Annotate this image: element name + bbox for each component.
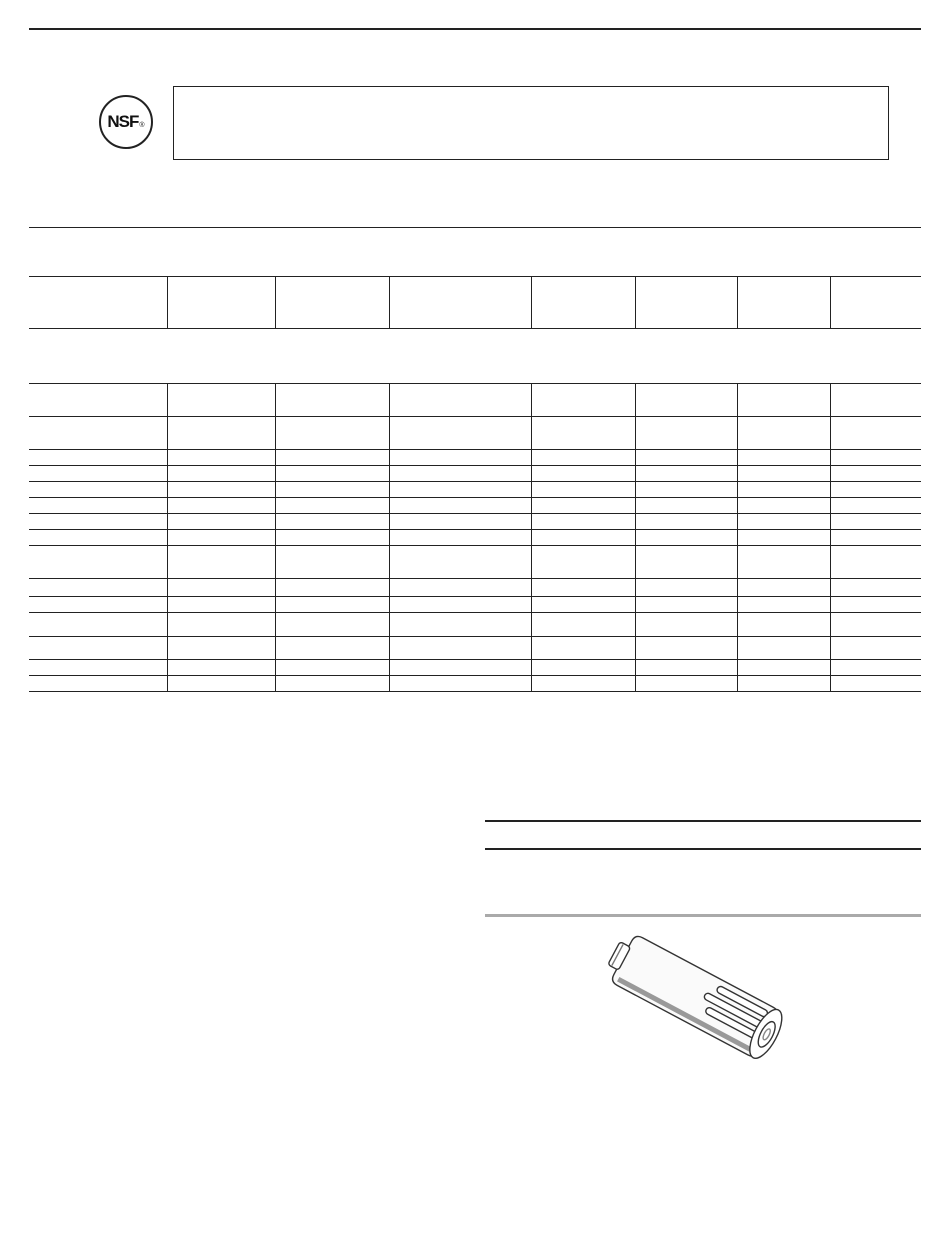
table-row [29, 514, 921, 530]
table-row [29, 597, 921, 613]
top-rule [29, 28, 921, 30]
replacement-section-heading [485, 826, 921, 844]
header-cell [635, 277, 737, 329]
header-cell [830, 277, 921, 329]
table-row [29, 417, 921, 450]
nsf-logo-text: NSF [107, 112, 139, 131]
replacement-section-body [485, 856, 921, 912]
table-section-label [29, 329, 921, 384]
replacement-section-heading-rule [485, 848, 921, 850]
table-row [29, 579, 921, 597]
header-cell [389, 277, 531, 329]
table-row [29, 676, 921, 692]
table-row [29, 482, 921, 498]
header-cell [275, 277, 389, 329]
header-cell [531, 277, 635, 329]
table-row [29, 637, 921, 660]
nsf-logo [99, 95, 153, 149]
table-row [29, 546, 921, 579]
header-cell [167, 277, 275, 329]
header-cell [29, 277, 167, 329]
certification-notice-box [173, 86, 889, 160]
nsf-logo-registered-mark: ® [139, 122, 145, 129]
table-row [29, 660, 921, 676]
table-section-rule [29, 227, 921, 228]
table-row [29, 613, 921, 637]
table-row [29, 450, 921, 466]
illustration-divider-rule [485, 914, 921, 917]
table-header-row [29, 277, 921, 329]
table-section-row [29, 329, 921, 384]
table-row [29, 384, 921, 417]
replacement-section-top-rule [485, 820, 921, 822]
table-row [29, 498, 921, 514]
header-cell [737, 277, 830, 329]
table-row [29, 466, 921, 482]
table-row [29, 530, 921, 546]
water-filter-cartridge-illustration [600, 922, 810, 1072]
performance-data-table [29, 276, 921, 692]
